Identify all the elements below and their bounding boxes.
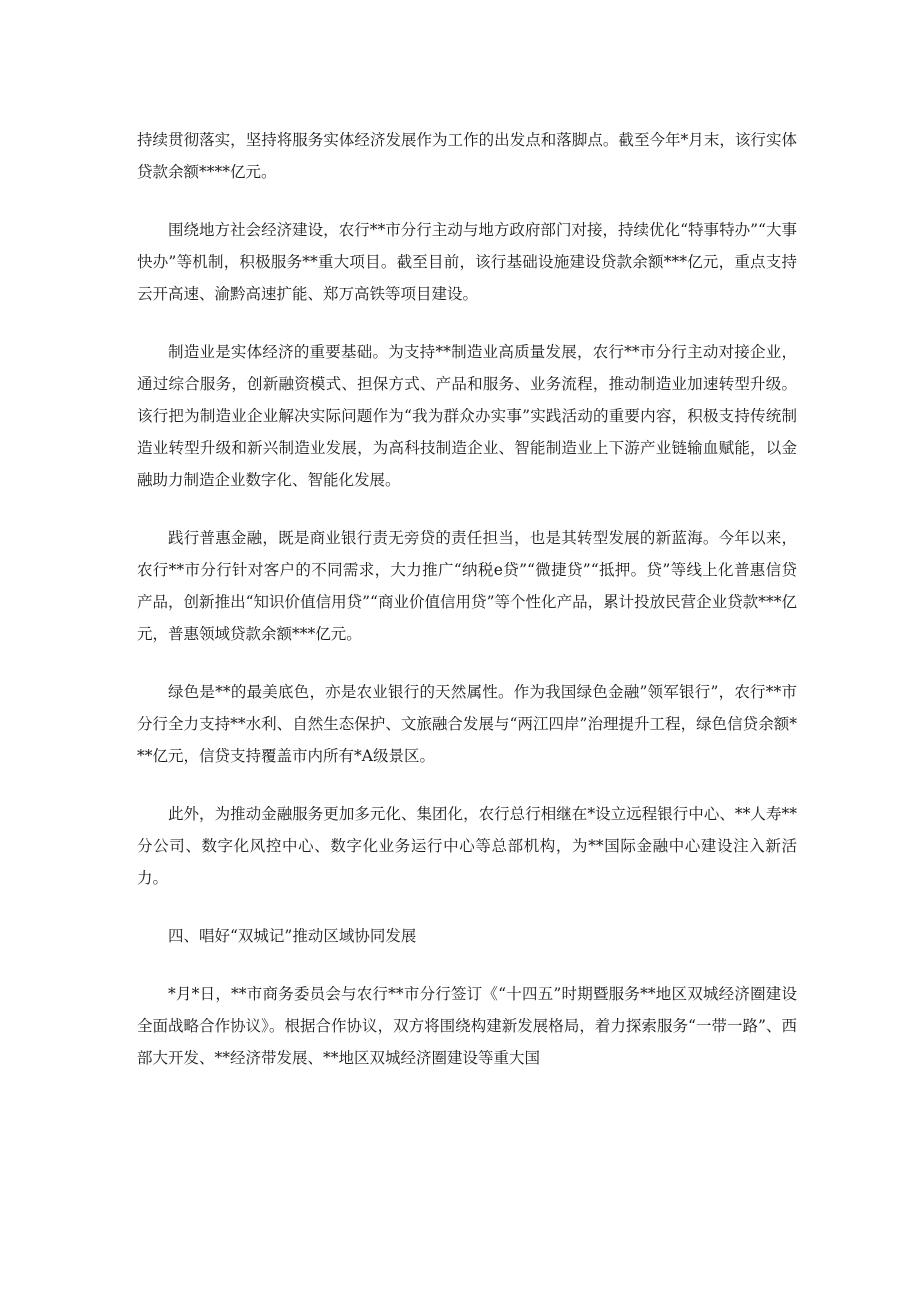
paragraph-6: 此外，为推动金融服务更加多元化、集团化，农行总行相继在*设立远程银行中心、**人寿**分公司、数字化风控中心、数字化业务运行中心等总部机构，为**国际金融中心建设注入新活力。 [137,805,797,887]
paragraph-4: 践行普惠金融，既是商业银行责无旁贷的责任担当，也是其转型发展的新蓝海。今年以来，农行**市分行针对客户的不同需求，大力推广“纳税e贷”“微捷贷”“抵押。贷”等线上化普惠信贷产品，创新推出“知识价值信用贷”“商业价值信用贷”等个性化产品，累计投放民营企业贷款***亿元，普惠领域贷款余额***亿元。 [137,529,797,643]
paragraph-5: 绿色是**的最美底色，亦是农业银行的天然属性。作为我国绿色金融”领军银行”，农行**市分行全力支持**水利、自然生态保护、文旅融合发展与“两江四岸”治理提升工程，绿色信贷余额***亿元，信贷支持覆盖市内所有*A级景区。 [137,683,797,765]
paragraph-1: 持续贯彻落实，坚持将服务实体经济发展作为工作的出发点和落脚点。截至今年*月末，该行实体贷款余额****亿元。 [137,131,797,181]
paragraph-2: 围绕地方社会经济建设，农行**市分行主动与地方政府部门对接，持续优化“特事特办”“大事快办”等机制，积极服务**重大项目。截至目前，该行基础设施建设贷款余额***亿元，重点支持云开高速、渝黔高速扩能、郑万高铁等项目建设。 [137,221,797,303]
paragraph-3: 制造业是实体经济的重要基础。为支持**制造业高质量发展，农行**市分行主动对接企业，通过综合服务，创新融资模式、担保方式、产品和服务、业务流程，推动制造业加速转型升级。该行把为制造业企业解决实际问题作为“我为群众办实事”实践活动的重要内容，积极支持传统制造业转型升级和新兴制造业发展，为高科技制造企业、智能制造业上下游产业链输血赋能，以金融助力制造企业数字化、智能化发展。 [137,343,797,489]
paragraph-7: *月*日，**市商务委员会与农行**市分行签订《“十四五”时期暨服务**地区双城经济圈建设全面战略合作协议》。根据合作协议，双方将围绕构建新发展格局，着力探索服务“一带一路”、西部大开发、**经济带发展、**地区双城经济圈建设等重大国 [137,985,797,1067]
section-heading: 四、唱好“双城记”推动区域协同发展 [168,927,417,945]
document-body [137,124,797,1100]
